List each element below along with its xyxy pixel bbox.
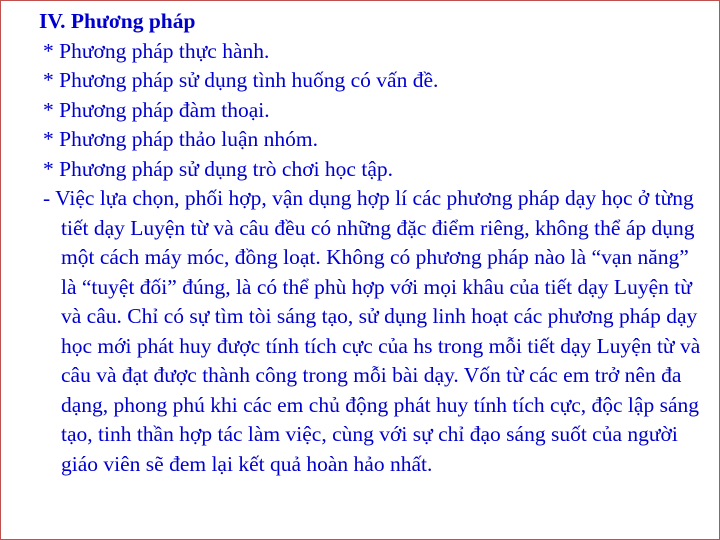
method-item-dialogue: * Phương pháp đàm thoại. <box>43 97 270 122</box>
method-paragraph: - Việc lựa chọn, phối hợp, vận dụng hợp lí các phương pháp dạy học ở từng tiết dạy Luyện từ và câu đều có những đặc điểm riêng, không thể áp dụng một cách máy móc, đồng loạt. Không có phương pháp nào là “vạn năng” là “tuyệt đối” đúng, là có thể phù hợp với mọi khâu của tiết dạy Luyện từ và câu. Chỉ có sự tìm tòi sáng tạo, sử dụng linh hoạt các phương pháp dạy học mới phát huy được tính tích cực của hs trong mỗi tiết dạy Luyện từ và câu và đạt được thành công trong mỗi bài dạy. Vốn từ các em trở nên đa dạng, phong phú khi các em chủ động phát huy tính tích cực, độc lập sáng tạo, tinh thần hợp tác làm việc, cùng với sự chỉ đạo sáng suốt của người giáo viên sẽ đem lại kết quả hoàn hảo nhất. <box>43 186 701 476</box>
slide-content <box>35 7 705 479</box>
method-item-practice: * Phương pháp thực hành. <box>43 38 270 63</box>
method-item-problem-situation: * Phương pháp sử dụng tình huống có vấn đề. <box>43 68 439 92</box>
method-item-group-discussion: * Phương pháp thảo luận nhóm. <box>43 127 319 151</box>
section-heading: IV. Phương pháp <box>39 9 196 33</box>
method-item-learning-games: * Phương pháp sử dụng trò chơi học tập. <box>43 156 393 181</box>
